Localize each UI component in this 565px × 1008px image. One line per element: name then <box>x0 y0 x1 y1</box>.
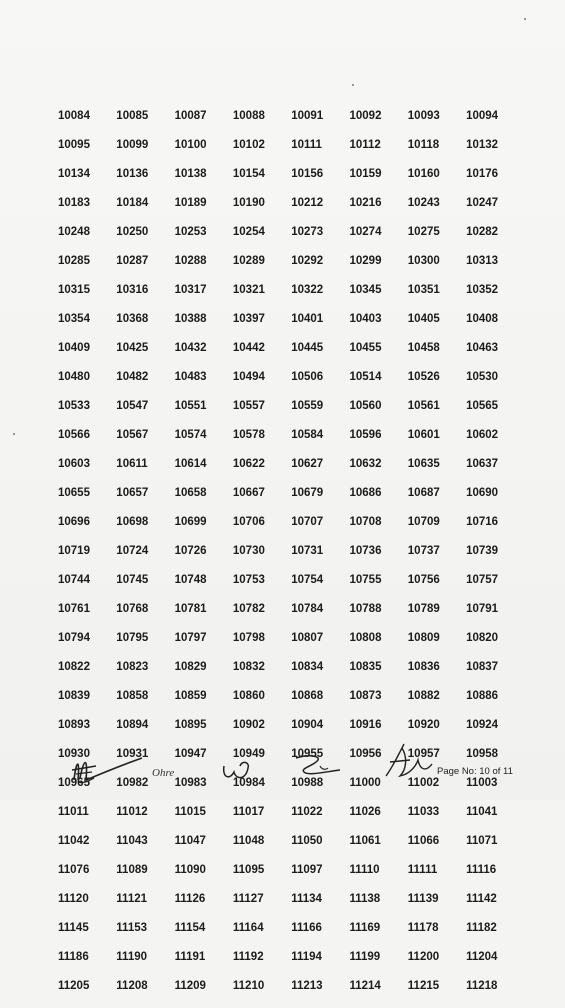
grid-cell: 10463 <box>466 342 499 354</box>
grid-cell: 10596 <box>349 429 382 441</box>
grid-cell: 10315 <box>58 284 90 296</box>
grid-cell: 11111 <box>407 864 438 876</box>
grid-cell: 10687 <box>407 487 440 499</box>
grid-cell: 10601 <box>407 429 440 441</box>
grid-cell: 10184 <box>116 197 149 209</box>
grid-cell: 10706 <box>232 516 265 528</box>
grid-cell: 10578 <box>232 429 265 441</box>
signature-2 <box>150 762 190 782</box>
grid-cell: 10983 <box>174 777 207 789</box>
grid-cell: 10658 <box>174 487 207 499</box>
grid-cell: 11205 <box>58 980 90 992</box>
grid-cell: 10212 <box>291 197 324 209</box>
grid-cell: 10118 <box>407 139 440 151</box>
grid-cell: 10317 <box>174 284 207 296</box>
grid-cell: 11015 <box>174 806 206 818</box>
grid-cell: 10403 <box>349 313 382 325</box>
grid-cell: 10797 <box>174 632 207 644</box>
grid-cell: 10368 <box>116 313 149 325</box>
grid-cell: 10837 <box>466 661 499 673</box>
grid-cell: 10313 <box>466 255 499 267</box>
grid-cell: 10707 <box>291 516 324 528</box>
grid-cell: 10627 <box>291 458 324 470</box>
grid-cell: 10132 <box>466 139 499 151</box>
grid-cell: 10273 <box>291 226 324 238</box>
grid-cell: 10274 <box>349 226 382 238</box>
grid-cell: 10757 <box>466 574 499 586</box>
grid-cell: 10754 <box>291 574 324 586</box>
grid-cell: 11121 <box>116 893 148 905</box>
grid-cell: 10781 <box>174 603 207 615</box>
grid-cell: 11182 <box>466 922 497 934</box>
grid-cell: 11190 <box>116 951 148 963</box>
grid-cell: 10893 <box>58 719 90 731</box>
grid-cell: 10902 <box>232 719 265 731</box>
grid-cell: 10716 <box>466 516 499 528</box>
grid-cell: 10958 <box>466 748 499 760</box>
grid-cell: 10351 <box>407 284 440 296</box>
grid-cell: 10635 <box>407 458 440 470</box>
grid-cell: 11017 <box>232 806 265 818</box>
scan-speck <box>352 84 354 86</box>
grid-cell: 10574 <box>174 429 207 441</box>
grid-cell: 10920 <box>407 719 440 731</box>
grid-cell: 10352 <box>466 284 499 296</box>
grid-cell: 10748 <box>174 574 207 586</box>
grid-cell: 10699 <box>174 516 207 528</box>
grid-cell: 11178 <box>407 922 439 934</box>
grid-cell: 11213 <box>291 980 323 992</box>
grid-cell: 10931 <box>116 748 149 760</box>
grid-cell: 10100 <box>174 139 207 151</box>
grid-cell: 10254 <box>232 226 265 238</box>
grid-cell: 10822 <box>58 661 90 673</box>
grid-cell: 11194 <box>291 951 322 963</box>
grid-cell: 10102 <box>232 139 265 151</box>
grid-cell: 10111 <box>291 139 322 151</box>
grid-cell: 10744 <box>58 574 90 586</box>
grid-cell: 11215 <box>407 980 440 992</box>
grid-cell: 10829 <box>174 661 207 673</box>
grid-cell: 10432 <box>174 342 207 354</box>
grid-cell: 10965 <box>58 777 90 789</box>
grid-cell: 10567 <box>116 429 149 441</box>
grid-cell: 10085 <box>116 110 149 122</box>
grid-cell: 10093 <box>407 110 440 122</box>
grid-cell: 10788 <box>349 603 382 615</box>
grid-cell: 10622 <box>232 458 265 470</box>
grid-cell: 10095 <box>58 139 90 151</box>
grid-cell: 11033 <box>407 806 440 818</box>
grid-cell: 10250 <box>116 226 149 238</box>
grid-cell: 10292 <box>291 255 324 267</box>
grid-cell: 10611 <box>116 458 148 470</box>
grid-cell: 10832 <box>232 661 265 673</box>
grid-cell: 11153 <box>116 922 148 934</box>
grid-cell: 10190 <box>232 197 265 209</box>
grid-cell: 10886 <box>466 690 499 702</box>
grid-cell: 11192 <box>232 951 264 963</box>
grid-cell: 11120 <box>58 893 89 905</box>
grid-cell: 10737 <box>407 545 440 557</box>
grid-cell: 10088 <box>232 110 265 122</box>
grid-cell: 10216 <box>349 197 382 209</box>
grid-cell: 10761 <box>58 603 90 615</box>
grid-cell: 10823 <box>116 661 149 673</box>
grid-cell: 10282 <box>466 226 499 238</box>
grid-cell: 10798 <box>232 632 265 644</box>
grid-cell: 10285 <box>58 255 90 267</box>
grid-cell: 10904 <box>291 719 324 731</box>
grid-cell: 10561 <box>407 400 440 412</box>
grid-cell: 10947 <box>174 748 207 760</box>
signature-1 <box>66 750 146 790</box>
grid-cell: 10483 <box>174 371 207 383</box>
grid-cell: 10602 <box>466 429 499 441</box>
grid-cell: 10526 <box>407 371 440 383</box>
grid-cell: 10425 <box>116 342 149 354</box>
grid-cell: 10138 <box>174 168 207 180</box>
grid-cell: 10099 <box>116 139 149 151</box>
grid-cell: 10533 <box>58 400 90 412</box>
grid-cell: 10808 <box>349 632 382 644</box>
grid-cell: 10253 <box>174 226 207 238</box>
grid-cell: 10316 <box>116 284 149 296</box>
grid-cell: 10882 <box>407 690 440 702</box>
grid-cell: 11214 <box>349 980 381 992</box>
grid-cell: 10756 <box>407 574 440 586</box>
grid-cell: 11042 <box>58 835 90 847</box>
grid-cell: 10839 <box>58 690 90 702</box>
grid-cell: 10836 <box>407 661 440 673</box>
grid-cell: 11003 <box>466 777 498 789</box>
grid-cell: 10667 <box>232 487 265 499</box>
grid-cell: 10565 <box>466 400 499 412</box>
grid-cell: 10248 <box>58 226 90 238</box>
grid-cell: 10894 <box>116 719 149 731</box>
grid-cell: 11134 <box>291 893 322 905</box>
grid-cell: 11089 <box>116 864 148 876</box>
grid-cell: 10957 <box>407 748 440 760</box>
grid-cell: 10768 <box>116 603 149 615</box>
grid-cell: 10809 <box>407 632 440 644</box>
grid-cell: 11110 <box>349 864 380 876</box>
grid-cell: 10112 <box>349 139 381 151</box>
grid-cell: 10820 <box>466 632 499 644</box>
page-number: Page No: 10 of 11 <box>437 766 513 777</box>
grid-cell: 11169 <box>349 922 381 934</box>
grid-cell: 11043 <box>116 835 148 847</box>
grid-cell: 10789 <box>407 603 440 615</box>
grid-cell: 11127 <box>232 893 264 905</box>
grid-cell: 10566 <box>58 429 90 441</box>
grid-cell: 10401 <box>291 313 324 325</box>
grid-cell: 10289 <box>232 255 265 267</box>
grid-cell: 10755 <box>349 574 382 586</box>
grid-cell: 10858 <box>116 690 149 702</box>
grid-cell: 10458 <box>407 342 440 354</box>
grid-cell: 10984 <box>232 777 265 789</box>
grid-cell: 10557 <box>232 400 265 412</box>
grid-cell: 10405 <box>407 313 440 325</box>
grid-cell: 11186 <box>58 951 89 963</box>
grid-cell: 10156 <box>291 168 324 180</box>
grid-cell: 10795 <box>116 632 149 644</box>
grid-cell: 10442 <box>232 342 265 354</box>
grid-cell: 11191 <box>174 951 206 963</box>
grid-cell: 10388 <box>174 313 207 325</box>
grid-cell: 11026 <box>349 806 381 818</box>
signature-4 <box>290 752 346 782</box>
grid-cell: 10708 <box>349 516 382 528</box>
grid-cell: 10275 <box>407 226 440 238</box>
grid-cell: 10288 <box>174 255 207 267</box>
grid-cell: 10679 <box>291 487 324 499</box>
grid-cell: 10655 <box>58 487 90 499</box>
grid-cell: 10321 <box>232 284 265 296</box>
grid-cell: 10409 <box>58 342 90 354</box>
grid-cell: 11204 <box>466 951 498 963</box>
grid-cell: 11047 <box>174 835 206 847</box>
grid-cell: 10791 <box>466 603 499 615</box>
grid-cell: 10834 <box>291 661 324 673</box>
grid-cell: 10690 <box>466 487 499 499</box>
grid-cell: 11011 <box>58 806 89 818</box>
grid-cell: 10632 <box>349 458 382 470</box>
grid-cell: 10868 <box>291 690 324 702</box>
signature-3 <box>220 756 256 784</box>
grid-cell: 10603 <box>58 458 90 470</box>
grid-cell: 10300 <box>407 255 440 267</box>
grid-cell: 10982 <box>116 777 149 789</box>
grid-cell: 10614 <box>174 458 207 470</box>
grid-cell: 11012 <box>116 806 148 818</box>
grid-cell: 10696 <box>58 516 90 528</box>
grid-cell: 10091 <box>291 110 324 122</box>
grid-cell: 10784 <box>291 603 324 615</box>
grid-cell: 11061 <box>349 835 381 847</box>
grid-cell: 10494 <box>232 371 265 383</box>
grid-cell: 10189 <box>174 197 207 209</box>
grid-cell: 11066 <box>407 835 440 847</box>
grid-cell: 10530 <box>466 371 499 383</box>
grid-cell: 10730 <box>232 545 265 557</box>
grid-cell: 10955 <box>291 748 324 760</box>
grid-cell: 10354 <box>58 313 90 325</box>
grid-cell: 10159 <box>349 168 382 180</box>
grid-cell: 10739 <box>466 545 499 557</box>
signature-text: Ohre <box>152 767 175 779</box>
grid-cell: 10736 <box>349 545 382 557</box>
grid-cell: 10408 <box>466 313 499 325</box>
grid-cell: 10160 <box>407 168 440 180</box>
grid-cell: 10949 <box>232 748 265 760</box>
signature-5 <box>380 740 436 782</box>
grid-cell: 11142 <box>466 893 497 905</box>
grid-cell: 10835 <box>349 661 382 673</box>
grid-cell: 10397 <box>232 313 265 325</box>
grid-cell: 10176 <box>466 168 499 180</box>
grid-cell: 11002 <box>407 777 440 789</box>
grid-cell: 11041 <box>466 806 498 818</box>
grid-cell: 10657 <box>116 487 149 499</box>
grid-cell: 10480 <box>58 371 90 383</box>
grid-cell: 10514 <box>349 371 382 383</box>
grid-cell: 11200 <box>407 951 440 963</box>
grid-cell: 10560 <box>349 400 382 412</box>
grid-cell: 10094 <box>466 110 499 122</box>
grid-cell: 10745 <box>116 574 149 586</box>
grid-cell: 10547 <box>116 400 149 412</box>
grid-cell: 11138 <box>349 893 381 905</box>
grid-cell: 11126 <box>174 893 206 905</box>
grid-cell: 10794 <box>58 632 90 644</box>
grid-cell: 10154 <box>232 168 265 180</box>
grid-cell: 11218 <box>466 980 498 992</box>
grid-cell: 11154 <box>174 922 206 934</box>
number-grid <box>58 109 524 1008</box>
grid-cell: 10092 <box>349 110 382 122</box>
grid-cell: 11208 <box>116 980 148 992</box>
grid-cell: 10709 <box>407 516 440 528</box>
grid-cell: 10916 <box>349 719 382 731</box>
grid-cell: 10445 <box>291 342 324 354</box>
grid-cell: 10584 <box>291 429 324 441</box>
grid-cell: 11164 <box>232 922 264 934</box>
grid-cell: 10731 <box>291 545 324 557</box>
grid-cell: 10506 <box>291 371 324 383</box>
grid-cell: 10322 <box>291 284 324 296</box>
grid-cell: 10243 <box>407 197 440 209</box>
grid-cell: 10724 <box>116 545 149 557</box>
grid-cell: 11076 <box>58 864 90 876</box>
grid-cell: 11090 <box>174 864 206 876</box>
grid-cell: 11139 <box>407 893 439 905</box>
grid-cell: 11116 <box>466 864 497 876</box>
grid-cell: 10956 <box>349 748 382 760</box>
grid-cell: 10637 <box>466 458 499 470</box>
grid-cell: 10726 <box>174 545 207 557</box>
grid-cell: 10859 <box>174 690 207 702</box>
grid-cell: 10084 <box>58 110 90 122</box>
grid-cell: 10287 <box>116 255 149 267</box>
grid-cell: 11166 <box>291 922 322 934</box>
grid-cell: 11097 <box>291 864 323 876</box>
grid-cell: 10988 <box>291 777 324 789</box>
grid-cell: 11095 <box>232 864 265 876</box>
grid-cell: 10782 <box>232 603 265 615</box>
grid-cell: 10551 <box>174 400 207 412</box>
grid-cell: 10455 <box>349 342 382 354</box>
grid-cell: 10719 <box>58 545 90 557</box>
grid-cell: 10807 <box>291 632 324 644</box>
grid-cell: 11209 <box>174 980 206 992</box>
grid-cell: 10345 <box>349 284 382 296</box>
grid-cell: 11000 <box>349 777 381 789</box>
grid-cell: 10873 <box>349 690 382 702</box>
grid-cell: 11145 <box>58 922 89 934</box>
scan-speck <box>13 433 15 435</box>
grid-cell: 10924 <box>466 719 499 731</box>
grid-cell: 10559 <box>291 400 324 412</box>
grid-cell: 10183 <box>58 197 90 209</box>
grid-cell: 11050 <box>291 835 323 847</box>
grid-cell: 10698 <box>116 516 149 528</box>
grid-cell: 11048 <box>232 835 265 847</box>
grid-cell: 10247 <box>466 197 499 209</box>
grid-cell: 10134 <box>58 168 90 180</box>
grid-cell: 11071 <box>466 835 498 847</box>
grid-cell: 10895 <box>174 719 207 731</box>
grid-cell: 10686 <box>349 487 382 499</box>
grid-cell: 11210 <box>232 980 265 992</box>
grid-cell: 10930 <box>58 748 90 760</box>
grid-cell: 10482 <box>116 371 149 383</box>
grid-cell: 10087 <box>174 110 207 122</box>
grid-cell: 10299 <box>349 255 382 267</box>
grid-cell: 11022 <box>291 806 323 818</box>
grid-cell: 10860 <box>232 690 265 702</box>
scan-speck <box>524 18 526 20</box>
grid-cell: 10136 <box>116 168 149 180</box>
grid-cell: 10753 <box>232 574 265 586</box>
grid-cell: 11199 <box>349 951 381 963</box>
